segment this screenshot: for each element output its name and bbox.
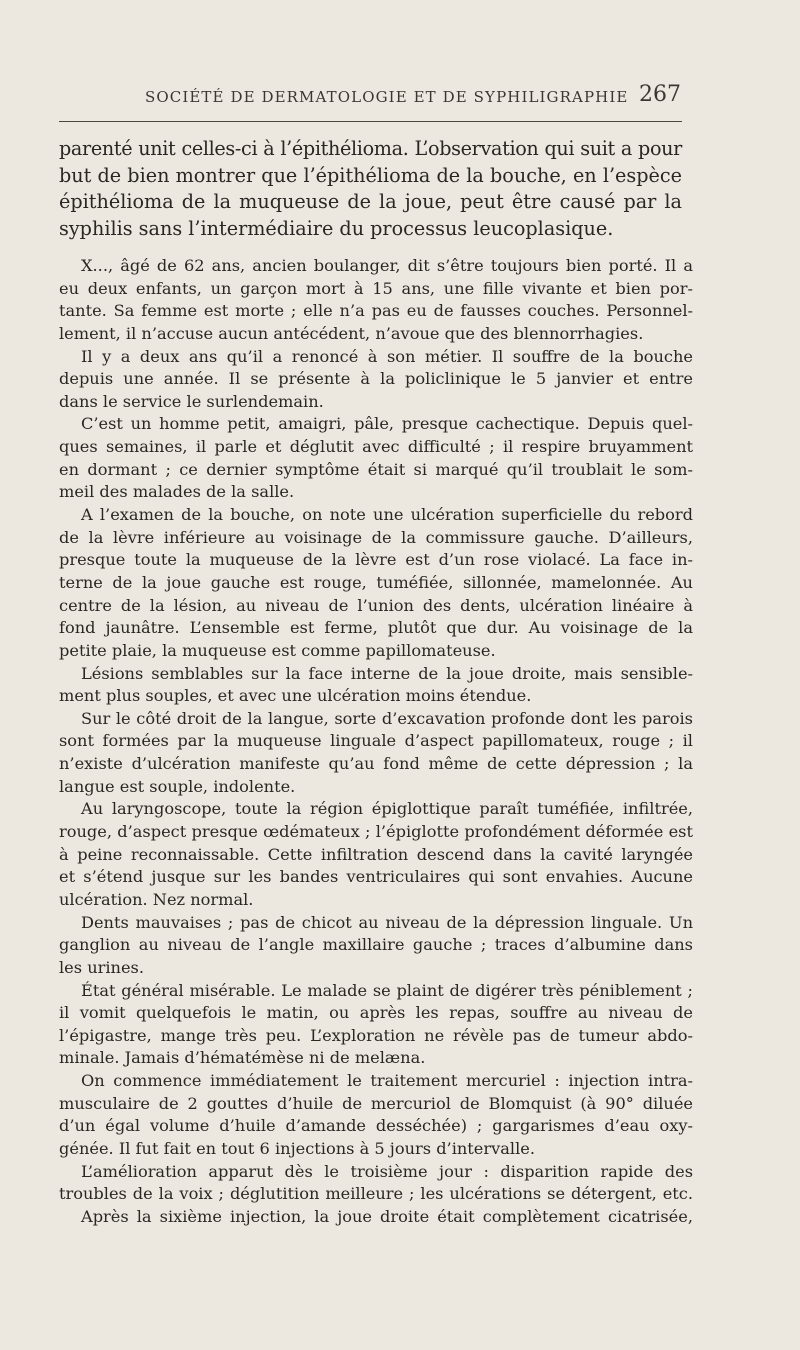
header-rule	[59, 121, 682, 122]
text-line: en dormant ; ce dernier symptôme était si marqué qu’il troublait le som-	[59, 459, 693, 479]
text-line: tante. Sa femme est morte ; elle n’a pas eu de fausses couches. Personnel-	[59, 301, 693, 321]
text-line: Sur le côté droit de la langue, sorte d’excavation profonde dont les parois	[81, 708, 693, 728]
text-line: sont formées par la muqueuse linguale d’aspect papillomateux, rouge ; il	[59, 731, 693, 751]
text-line: Dents mauvaises ; pas de chicot au niveau de la dépression linguale. Un	[81, 912, 693, 932]
page-number: 267	[639, 82, 681, 107]
intro-paragraph	[59, 136, 682, 242]
text-line: depuis une année. Il se présente à la policlinique le 5 janvier et entre	[59, 369, 693, 389]
text-line: ganglion au niveau de l’angle maxillaire gauche ; traces d’albumine dans	[59, 935, 693, 955]
text-line: ulcération. Nez normal.	[59, 889, 254, 909]
text-line: fond jaunâtre. L’ensemble est ferme, plutôt que dur. Au voisinage de la	[59, 618, 693, 638]
text-line: On commence immédiatement le traitement mercuriel : injection intra-	[81, 1071, 693, 1091]
text-line: syphilis sans l’intermédiaire du processus leucoplasique.	[59, 216, 614, 240]
text-line: eu deux enfants, un garçon mort à 15 ans, une fille vivante et bien por-	[59, 278, 693, 298]
text-line: C’est un homme petit, amaigri, pâle, presque cachectique. Depuis quel-	[81, 414, 693, 434]
text-line: de la lèvre inférieure au voisinage de la commissure gauche. D’ailleurs,	[59, 527, 693, 547]
text-line: meil des malades de la salle.	[59, 482, 295, 502]
text-line: à peine reconnaissable. Cette infiltration descend dans la cavité laryngée	[59, 844, 693, 864]
text-line: centre de la lésion, au niveau de l’union des dents, ulcération linéaire à	[59, 595, 693, 615]
text-line: État général misérable. Le malade se plaint de digérer très péniblement ;	[81, 980, 693, 1000]
text-line: parenté unit celles-ci à l’épithélioma. L’observation qui suit a pour	[59, 137, 682, 160]
text-line: d’un égal volume d’huile d’amande desséchée) ; gargarismes d’eau oxy-	[59, 1116, 693, 1136]
text-line: Lésions semblables sur la face interne de la joue droite, mais sensible-	[81, 663, 693, 683]
text-line: il vomit quelquefois le matin, ou après les repas, souffre au niveau de	[59, 1003, 693, 1023]
text-line: l’épigastre, mange très peu. L’exploration ne révèle pas de tumeur abdo-	[59, 1025, 693, 1045]
text-line: L’amélioration apparut dès le troisième jour : disparition rapide des	[81, 1161, 693, 1181]
text-line: but de bien montrer que l’épithélioma de la bouche, en l’espèce	[59, 163, 682, 187]
text-line: troubles de la voix ; déglutition meilleure ; les ulcérations se détergent, etc.	[59, 1184, 693, 1204]
text-line: génée. Il fut fait en tout 6 injections à 5 jours d’intervalle.	[59, 1138, 535, 1158]
text-line: lement, il n’accuse aucun antécédent, n’avoue que des blennorrhagies.	[59, 323, 644, 343]
text-line: dans le service le surlendemain.	[59, 391, 324, 411]
text-line: n’existe d’ulcération manifeste qu’au fond même de cette dépression ; la	[59, 754, 693, 774]
text-line: terne de la joue gauche est rouge, tuméfiée, sillonnée, mamelonnée. Au	[59, 572, 693, 592]
running-title: SOCIÉTÉ DE DERMATOLOGIE ET DE SYPHILIGRAPHIE	[145, 88, 629, 106]
text-line: et s’étend jusque sur les bandes ventriculaires qui sont envahies. Aucune	[59, 867, 693, 887]
text-line: musculaire de 2 gouttes d’huile de mercuriol de Blomquist (à 90° diluée	[59, 1093, 693, 1113]
text-line: Après la sixième injection, la joue droite était complètement cicatrisée,	[81, 1206, 693, 1226]
text-line: les urines.	[59, 957, 145, 977]
text-line: ques semaines, il parle et déglutit avec difficulté ; il respire bruyamment	[59, 437, 693, 457]
text-line: A l’examen de la bouche, on note une ulcération superficielle du rebord	[81, 505, 693, 525]
text-line: Au laryngoscope, toute la région épiglottique paraît tuméfiée, infiltrée,	[81, 799, 693, 819]
running-head	[145, 82, 681, 110]
text-line: presque toute la muqueuse de la lèvre est d’un rose violacé. La face in-	[59, 550, 693, 570]
text-line: rouge, d’aspect presque œdémateux ; l’épiglotte profondément déformée est	[59, 822, 693, 842]
text-line: minale. Jamais d’hématémèse ni de melæna.	[59, 1048, 426, 1068]
text-line: ment plus souples, et avec une ulcération moins étendue.	[59, 686, 532, 706]
case-observation	[59, 255, 693, 1229]
text-line: épithélioma de la muqueuse de la joue, peut être causé par la	[59, 190, 682, 214]
text-line: petite plaie, la muqueuse est comme papillomateuse.	[59, 640, 496, 660]
text-line: X..., âgé de 62 ans, ancien boulanger, dit s’être toujours bien porté. Il a	[81, 256, 693, 275]
text-line: langue est souple, indolente.	[59, 776, 296, 796]
text-line: Il y a deux ans qu’il a renoncé à son métier. Il souffre de la bouche	[81, 346, 693, 366]
